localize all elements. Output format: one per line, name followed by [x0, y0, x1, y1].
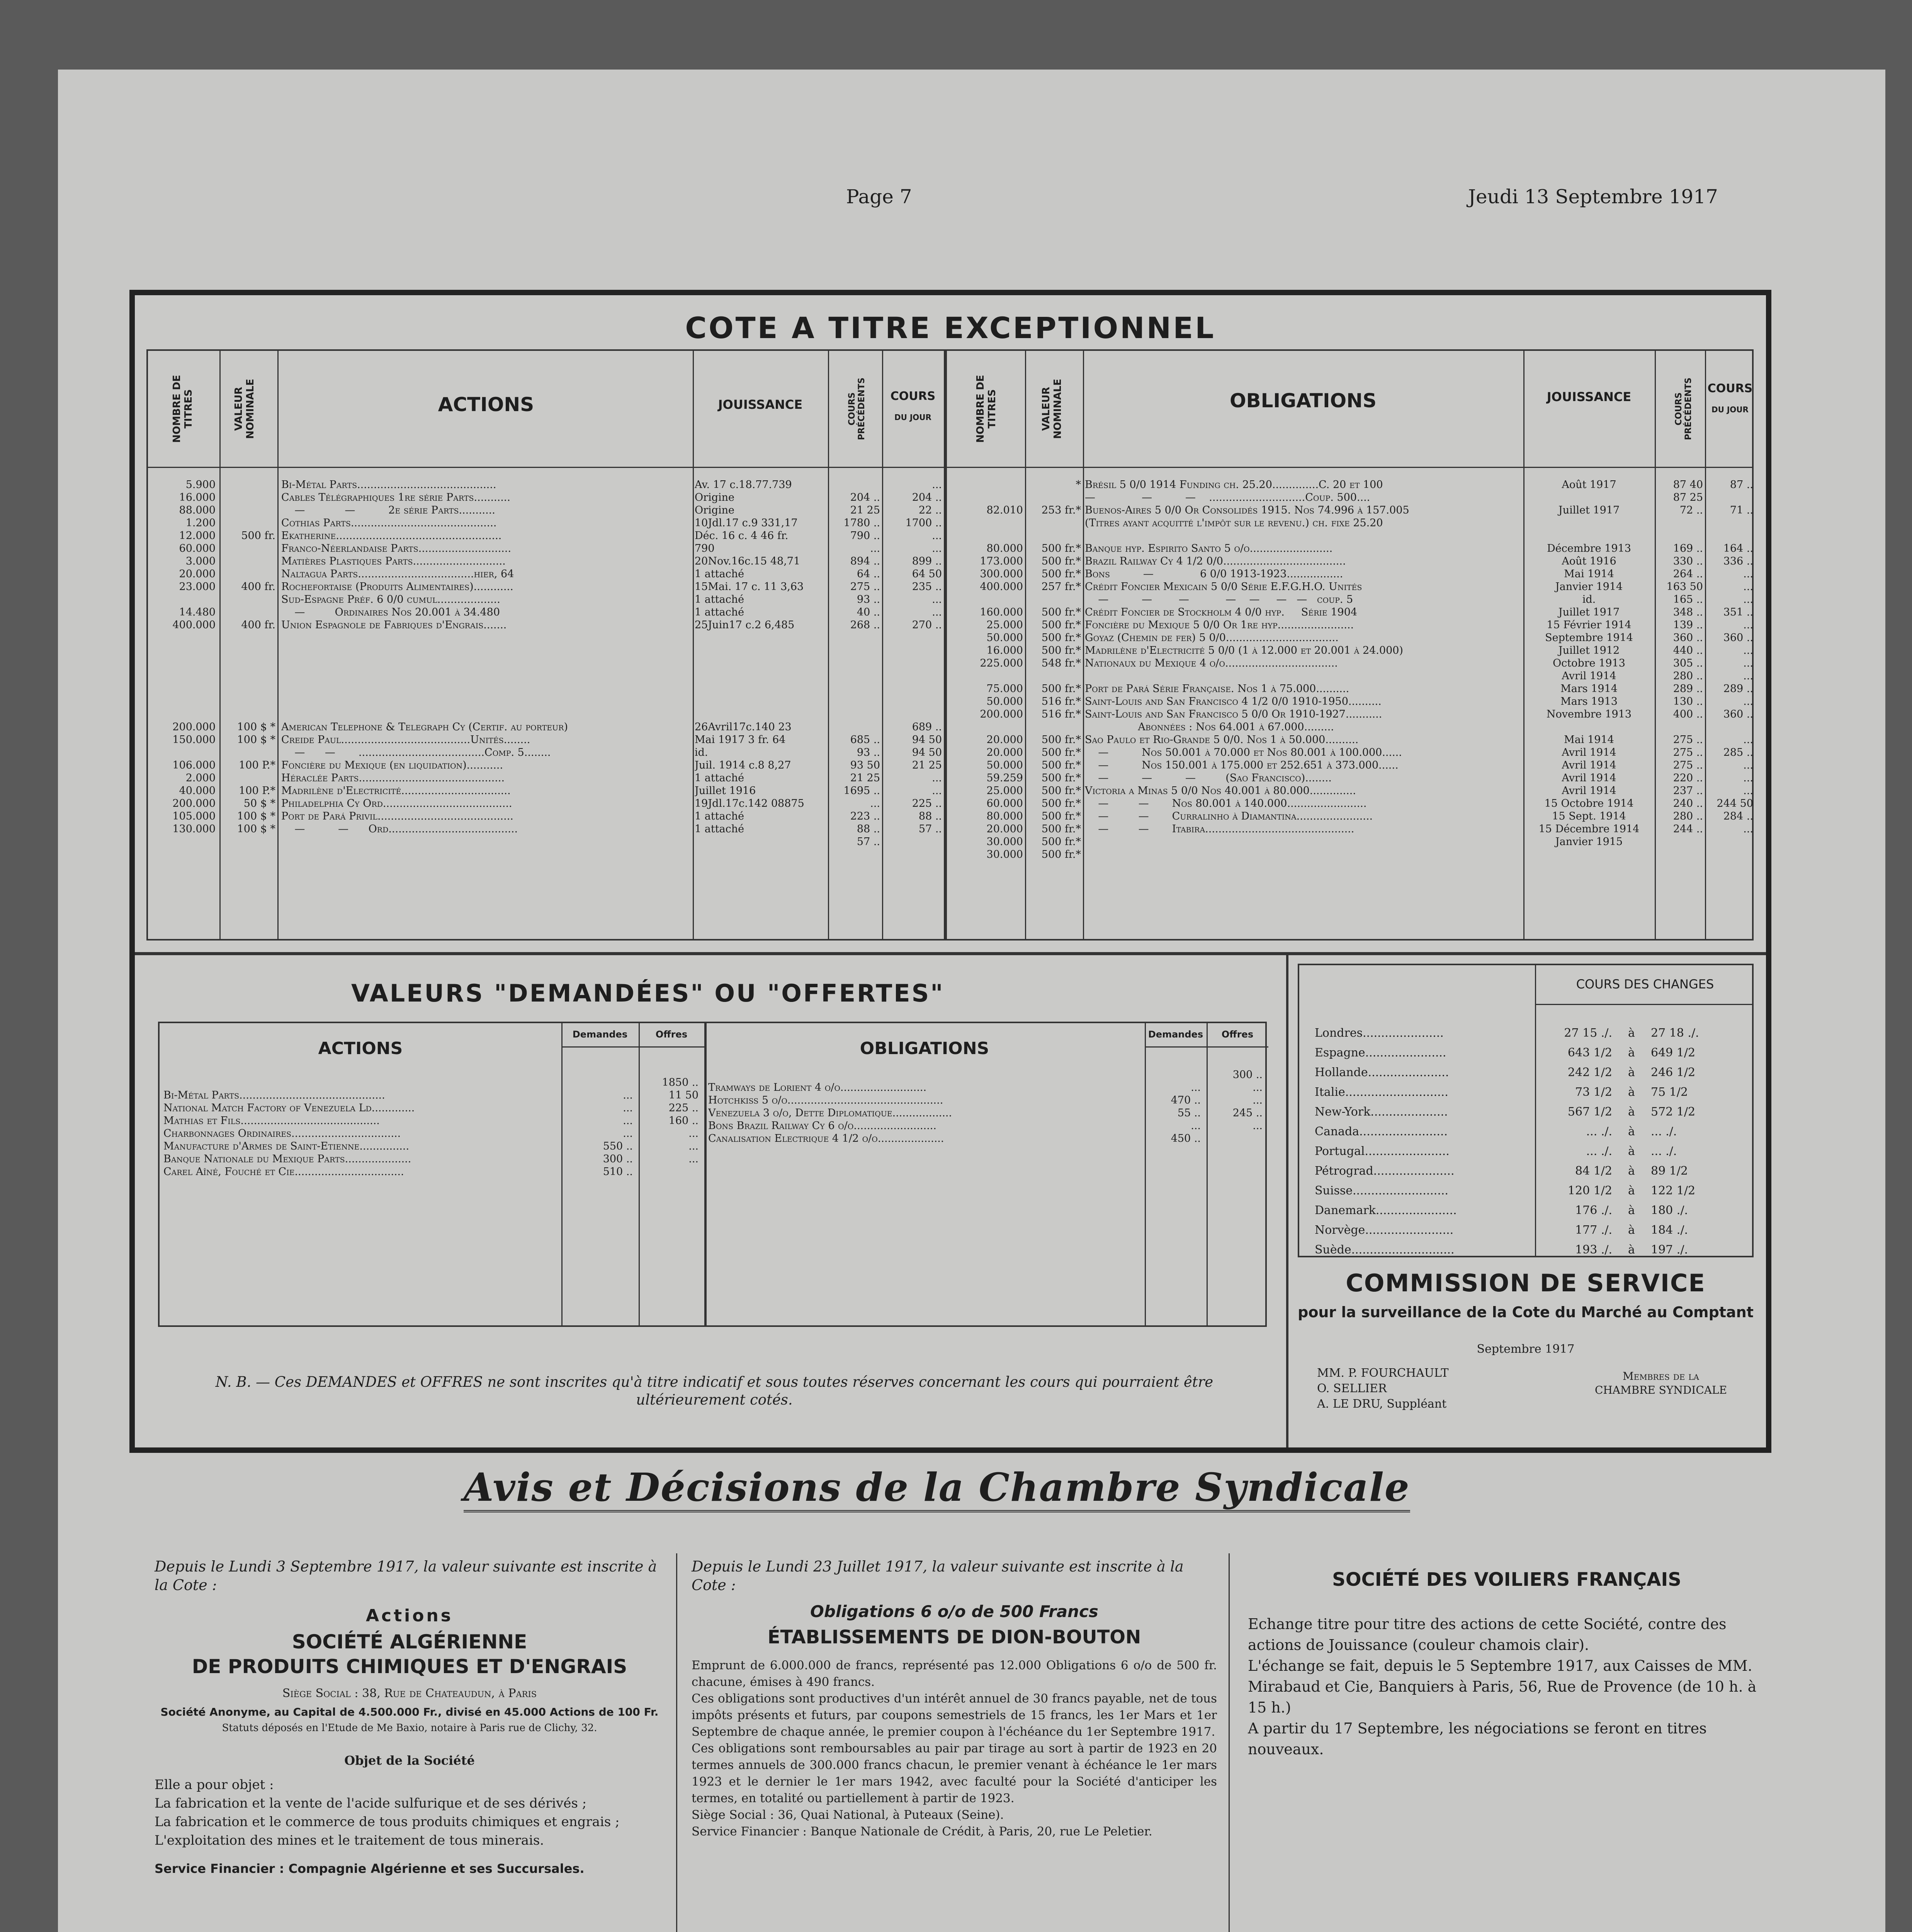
obl-precedents-list: 87 40 87 25 72 .. 169 .. 330 .. 264 .. 163 50 165 .. 348 .. 139 .. 360 .. 440 .. 305 .. 280 .. 289 .. 130 .. 400 .. 275 .. 275 .. 275 .. 220 .. 237 .. 240 .. 280 .. 244 ..: [1666, 479, 1703, 835]
avis-c1-capital: Société Anonyme, au Capital de 4.500.000 Fr., divisé en 45.000 Actions de 100 Fr.: [160, 1706, 659, 1718]
obl-cours-list: 87 .. 71 .. 164 .. 336 .. ... ... ... 351 .. ... 360 .. ... ... ... 289 .. ... 360 .. ... 285 .. ... ... ... 244 50 284 .. ...: [1717, 479, 1753, 835]
page-number: Page 7: [846, 185, 912, 208]
commission-role: Membres de la CHAMBRE SYNDICALE: [1594, 1370, 1727, 1396]
avis-c1-company: SOCIÉTÉ ALGÉRIENNE DE PRODUITS CHIMIQUES ET D'ENGRAIS: [192, 1631, 627, 1678]
changes-from: 27 15 ./. 643 1/2 242 1/2 73 1/2 567 1/2 ... ./. ... ./. 84 1/2 120 1/2 176 ./. 177 ./. 193 ./.: [1564, 1026, 1612, 1257]
changes-a: à à à à à à à à à à à à: [1628, 1026, 1635, 1257]
cote-title: COTE A TITRE EXCEPTIONNEL: [685, 311, 1216, 345]
commission-members: MM. P. FOURCHAULT O. SELLIER A. LE DRU, Suppléant: [1317, 1366, 1449, 1411]
col-nombre: NOMBRE DE TITRES: [171, 375, 194, 443]
obl-names-list: Brésil 5 0/0 1914 Funding ch. 25.20..............C. 20 et 100 — — — .............................Coup. 500.... Buenos-Aires 5 0/0 Or Consolidés 1915. Nos 74.996 à 157.005 (Titres ayant acquitté l'impôt sur le revenu.) ch. fixe 25.20 Banque hyp. Espirito Santo 5 o/o......................... Brazil Railway Cy 4 1/2 0/0..................................... Bons — 6 0/0 1913-1923................. Crédit Foncier Mexicain 5 0/0 Série E.F.G.H.O. Unités — — — — — — — coup. 5 Crédit Foncier de Stockholm 4 0/0 hyp. Série 1904 Foncière du Mexique 5 0/0 Or 1re hyp....................... Goyaz (Chemin de fer) 5 0/0.................................. Madrilène d'Electricité 5 0/0 (1 à 12.000 et 20.001 à 24.000) Nationaux du Mexique 4 o/o.................................. Port de Pará Série Française. Nos 1 à 75.000.......... Saint-Louis and San Francisco 4 1/2 0/0 1910-1950.......... Saint-Louis and San Francisco 5 0/0 Or 1910-1927........... Abonnées : Nos 64.001 à 67.000......... Sao Paulo et Rio-Grande 5 0/0. Nos 1 à 50.000.......... — Nos 50.001 à 70.000 et Nos 80.001 à 100.000...... — Nos 150.001 à 175.000 et 252.651 à 373.000...... — — — (Sao Francisco)........ Victoria a Minas 5 0/0 Nos 40.001 à 80.000.............. — — Nos 80.001 à 140.000........................ — — Curralinho à Diamantina....................... — — Itabira.............................................: [1085, 479, 1409, 835]
avis-c1-siege: Siège Social : 38, Rue de Chateaudun, à Paris: [282, 1687, 537, 1700]
valeurs-note: N. B. — Ces DEMANDES et OFFRES ne sont inscrites qu'à titre indicatif et sous toutes réserves concernant les cours qui pourraient être ultérieurement cotés.: [215, 1374, 1213, 1408]
changes-table: [1298, 964, 1754, 1257]
act-nombre-list: 5.900 16.000 88.000 1.200 12.000 60.000 3.000 20.000 23.000 14.480 400.000 200.000 150.000 106.000 2.000 40.000 200.000 105.000 130.000: [172, 479, 216, 835]
col-obl-nombre: NOMBRE DE TITRES: [975, 375, 998, 443]
avis-column-2: [692, 1557, 1217, 1840]
valeurs-obligations-head: OBLIGATIONS: [860, 1039, 989, 1058]
col-obl-precedents: COURS PRÉCÉDENTS: [1674, 378, 1693, 440]
commission-subtitle: pour la surveillance de la Cote du Marché au Comptant: [1298, 1304, 1754, 1321]
valeurs-act-offres: 1850 .. 11 50 225 .. 160 .. ... ... ...: [662, 1077, 699, 1165]
col-obl-du-jour: DU JOUR: [1711, 405, 1749, 414]
valeurs-obl-demandes: ... 470 .. 55 .. ... 450 ..: [1171, 1082, 1201, 1145]
col-obligations: OBLIGATIONS: [1229, 389, 1377, 412]
changes-to: 27 18 ./. 649 1/2 246 1/2 75 1/2 572 1/2 ... ./. ... ./. 89 1/2 122 1/2 180 ./. 184 ./. 197 ./.: [1651, 1026, 1699, 1257]
valeurs-table: [158, 1022, 1267, 1327]
valeurs-obl-names: Tramways de Lorient 4 o/o.......................... Hotchkiss 5 o/o............................................... Venezuela 3 o/o, Dette Diplomatique.................. Bons Brazil Railway Cy 6 o/o......................... Canalisation Electrique 4 1/2 o/o....................: [708, 1082, 952, 1145]
avis-c1-intro: Depuis le Lundi 3 Septembre 1917, la valeur suivante est inscrite à la Cote :: [155, 1558, 657, 1594]
avis-column-1: [155, 1557, 665, 1876]
avis-c1-kind: Actions: [366, 1606, 453, 1626]
valeurs-actions-head: ACTIONS: [318, 1039, 403, 1058]
col-du-jour: DU JOUR: [894, 413, 931, 422]
valeurs-obl-offres: 300 .. ... ... 245 .. ...: [1232, 1069, 1263, 1132]
avis-c2-company: ÉTABLISSEMENTS DE DION-BOUTON: [767, 1626, 1141, 1648]
col-actions: ACTIONS: [438, 393, 534, 416]
avis-c1-statuts: Statuts déposés en l'Etude de Me Baxio, notaire à Paris rue de Clichy, 32.: [222, 1722, 597, 1734]
commission-title: COMMISSION DE SERVICE: [1346, 1269, 1706, 1297]
cote-titre-exceptionnel: [129, 290, 1771, 1453]
col-obl-valeur: VALEUR NOMINALE: [1040, 379, 1064, 439]
col-jouissance: JOUISSANCE: [718, 397, 803, 412]
valeurs-obl-offres-head: Offres: [1221, 1029, 1254, 1040]
obl-valeur-list: * 253 fr.* 500 fr.* 500 fr.* 500 fr.* 257 fr.* 500 fr.* 500 fr.* 500 fr.* 500 fr.* 548 fr.* 500 fr.* 516 fr.* 516 fr.* 500 fr.* 500 fr.* 500 fr.* 500 fr.* 500 fr.* 500 fr.* 500 fr.* 500 fr.* 500 fr.* 500 fr.*: [1041, 479, 1081, 861]
col-obl-cours: COURS: [1707, 382, 1753, 395]
avis-c2-intro: Depuis le Lundi 23 Juillet 1917, la valeur suivante est inscrite à la Cote :: [692, 1558, 1184, 1594]
col-obl-jouissance: JOUISSANCE: [1547, 389, 1632, 404]
act-valeur-list: 500 fr. 400 fr. 400 fr. 100 $ * 100 $ * 100 P.* 100 P.* 50 $ * 100 $ * 100 $ *: [237, 530, 275, 835]
valeurs-title: VALEURS "DEMANDÉES" OU "OFFERTES": [351, 979, 945, 1007]
page-date: Jeudi 13 Septembre 1917: [1468, 185, 1718, 208]
avis-c1-service: Service Financier : Compagnie Algérienne et ses Succursales.: [155, 1861, 585, 1876]
valeurs-act-names: Bi-Métal Parts............................................ National Match Factory of Venezuela Ld............. Mathias et Fils.......................................... Charbonnages Ordinaires................................. Manufacture d'Armes de Saint-Etienne............... Banque Nationale du Mexique Parts.................... Carel Aîné, Fouché et Cie.................................: [163, 1089, 415, 1178]
cote-table: [146, 349, 1754, 940]
avis-title: Avis et Décisions de la Chambre Syndicale: [464, 1464, 1410, 1512]
avis-c3-title: SOCIÉTÉ DES VOILIERS FRANÇAIS: [1332, 1569, 1681, 1590]
avis-column-3: [1248, 1569, 1766, 1760]
valeurs-act-demandes: ... ... ... ... 550 .. 300 .. 510 ..: [603, 1089, 633, 1178]
valeurs-obl-demandes-head: Demandes: [1148, 1029, 1203, 1040]
avis-c2-body: Emprunt de 6.000.000 de francs, représenté pas 12.000 Obligations 6 o/o de 500 fr. chacune, émises à 490 francs. Ces obligations sont productives d'un intérêt annuel de 30 francs payable, net de tous impôts présents et futurs, par coupons semestriels de 15 francs, les 1er Mars et 1er Septembre de chaque année, le premier coupon à l'échéance du 1er Septembre 1917. Ces obligations sont remboursables au pair par tirage au sort à partir de 1923 en 20 termes annuels de 300.000 francs chacun, le premier venant à échéance le 1er mars 1923 et le dernier le 1er mars 1942, avec faculté pour la Société d'anticiper les termes, en totalité ou partiellement à partir de 1923. Siège Social : 36, Quai National, à Puteaux (Seine). Service Financier : Banque Nationale de Crédit, à Paris, 20, rue Le Peletier.: [692, 1658, 1217, 1838]
act-jouissance-list: Av. 17 c.18.77.739 Origine Origine 10Jdl.17 c.9 331,17 Déc. 16 c. 4 46 fr. 790 20Nov.16c.15 48,71 1 attaché 15Mai. 17 c. 11 3,63 1 attaché 1 attaché 25Juin17 c.2 6,485 26Avril17c.140 23 Mai 1917 3 fr. 64 id. Juil. 1914 c.8 8,27 1 attaché Juillet 1916 19Jdl.17c.142 08875 1 attaché 1 attaché: [695, 479, 804, 835]
changes-title: COURS DES CHANGES: [1576, 977, 1714, 992]
obl-nombre-list: 82.010 80.000 173.000 300.000 400.000 160.000 25.000 50.000 16.000 225.000 75.000 50.000 200.000 20.000 20.000 50.000 59.259 25.000 60.000 80.000 20.000 30.000 30.000: [980, 504, 1023, 861]
changes-places: Londres...................... Espagne...................... Hollande...................... Italie............................ New-York..................... Canada........................ Portugal....................... Pétrograd...................... Suisse.......................... Danemark...................... Norvège........................ Suède............................: [1315, 1026, 1457, 1257]
valeurs-offres-head: Offres: [655, 1029, 688, 1040]
avis-c1-objet: Elle a pour objet : La fabrication et la vente de l'acide sulfurique et de ses dérivés ; La fabrication et le commerce de tous produits chimiques et engrais ; L'exploitation des mines et le traitement de tous minerais.: [155, 1777, 620, 1848]
col-precedents: COURS PRÉCÉDENTS: [847, 378, 867, 440]
col-valeur: VALEUR NOMINALE: [233, 379, 256, 439]
avis-c1-objet-head: Objet de la Société: [344, 1753, 475, 1768]
avis-c2-kind: Obligations 6 o/o de 500 Francs: [810, 1602, 1098, 1621]
newspaper-page: [58, 70, 1885, 1932]
commission-date: Septembre 1917: [1477, 1342, 1575, 1356]
valeurs-demandes-head: Demandes: [572, 1029, 628, 1040]
avis-c3-body: Echange titre pour titre des actions de cette Société, contre des actions de Jouissance (couleur chamois clair). L'échange se fait, depuis le 5 Septembre 1917, aux Caisses de MM. Mirabaud et Cie, Banquiers à Paris, 56, Rue de Provence (de 10 h. à 15 h.) A partir du 17 Septembre, les négociations se feront en titres nouveaux.: [1248, 1616, 1757, 1758]
col-cours: COURS: [890, 389, 936, 403]
act-cours-list: ... 204 .. 22 .. 1700 .. ... ... 899 .. 64 50 235 .. ... ... 270 .. 689 .. 94 50 94 50 21 25 ... ... 225 .. 88 .. 57 ..: [905, 479, 942, 835]
act-precedents-list: 204 .. 21 25 1780 .. 790 .. ... 894 .. 64 .. 275 .. 93 .. 40 .. 268 .. 685 .. 93 .. 93 50 21 25 1695 .. ... 223 .. 88 .. 57 ..: [843, 492, 880, 848]
obl-jouissance-list: Août 1917 Juillet 1917 Décembre 1913 Août 1916 Mai 1914 Janvier 1914 id. Juillet 1917 15 Février 1914 Septembre 1914 Juillet 1912 Octobre 1913 Avril 1914 Mars 1914 Mars 1913 Novembre 1913 Mai 1914 Avril 1914 Avril 1914 Avril 1914 Avril 1914 15 Octobre 1914 15 Sept. 1914 15 Décembre 1914 Janvier 1915: [1538, 479, 1640, 848]
act-names-list: Bi-Métal Parts.......................................... Cables Télégraphiques 1re série Parts........... — — 2e série Parts........... Cothias Parts............................................ Ekatherine.................................................. Franco-Néerlandaise Parts............................ Matières Plastiques Parts............................ Naltagua Parts...................................hier, 64 Rochefortaise (Produits Alimentaires)............ Sud-Espagne Préf. 6 0/0 cumul................... — Ordinaires Nos 20.001 à 34.480 Union Espagnole de Fabriques d'Engrais....... American Telephone & Telegraph Cy (Certif. au porteur) Creide Paul.......................................Unités........ — — ......................................Comp. 5........ Foncière du Mexique (en liquidation)........... Héraclée Parts............................................ Madrilène d'Electricité................................. Philadelphia Cy Ord....................................... Port de Pará Privil......................................... — — Ord.......................................: [281, 479, 568, 835]
